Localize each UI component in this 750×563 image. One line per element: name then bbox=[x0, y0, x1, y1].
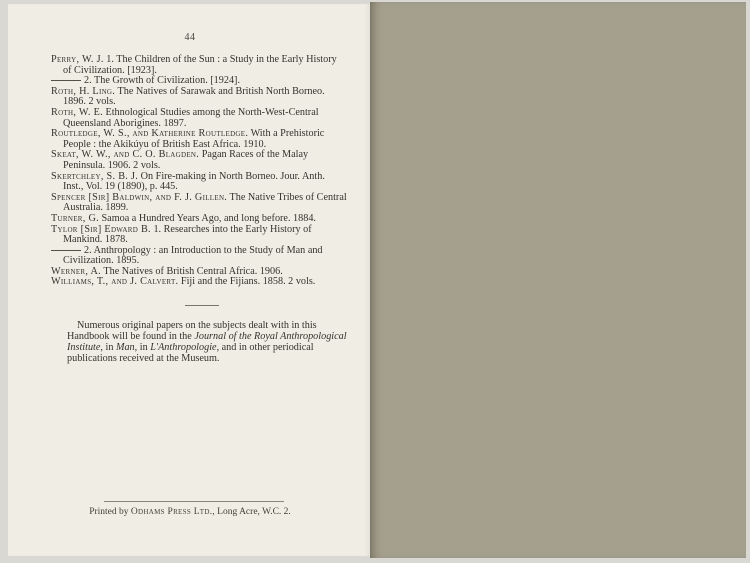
bibliography-entry bbox=[51, 55, 347, 76]
entry-author: Roth, H. Ling. bbox=[51, 85, 116, 97]
note-text-4: , and in other periodical publications received at the Museum. bbox=[67, 341, 314, 364]
bibliography-entry bbox=[51, 277, 347, 288]
printer-name: Odhams Press Ltd. bbox=[130, 507, 213, 517]
entry-text: The Natives of Sarawak and British North Borneo. 1896. 2 vols. bbox=[63, 85, 325, 108]
entry-text: The Native Tribes of Central Australia. 1899. bbox=[63, 191, 347, 214]
entry-text: Fiji and the Fijians. 1858. 2 vols. bbox=[180, 276, 316, 288]
bibliography-entry bbox=[51, 108, 347, 129]
note-man-title: Man bbox=[115, 341, 135, 353]
entry-author: Tylor [Sir] Edward B. bbox=[51, 223, 151, 235]
ditto-dash bbox=[51, 250, 81, 251]
entry-author: Spencer [Sir] Baldwin, and F. J. Gillen. bbox=[51, 191, 228, 203]
entry-text: With a Prehistoric People : the Akikúyu of British East Africa. 1910. bbox=[63, 128, 325, 150]
bibliography-entry bbox=[51, 87, 347, 108]
note-text-2: , in bbox=[100, 341, 116, 353]
bibliography-entry bbox=[51, 193, 347, 214]
entry-text: 2. Anthropology : an Introduction to the Study of Man and Civilization. 1895. bbox=[63, 244, 323, 267]
entry-author: Turner, G. bbox=[51, 212, 99, 224]
printer-address: , Long Acre, W.C. 2. bbox=[212, 507, 291, 517]
right-page-blank-cover bbox=[370, 2, 746, 558]
printed-by-label: Printed by bbox=[89, 507, 129, 517]
note-text-3: , in bbox=[134, 341, 151, 353]
entry-text: Samoa a Hundred Years Ago, and long before. 1884. bbox=[101, 212, 316, 224]
page-number: 44 bbox=[184, 32, 196, 43]
entry-text: Ethnological Studies among the North-West-Central Queensland Aborigines. 1897. bbox=[63, 106, 319, 129]
entry-author: Perry, W. J. bbox=[51, 54, 104, 65]
printer-imprint bbox=[8, 507, 372, 517]
entry-author: Skertchley, S. B. J. bbox=[51, 170, 139, 182]
left-page bbox=[8, 4, 372, 556]
bibliography-entry bbox=[51, 225, 347, 246]
entry-text: 1. The Children of the Sun : a Study in the Early History of Civilization. [1923]. bbox=[63, 54, 337, 76]
note-anthropologie-title: L'Anthropologie bbox=[150, 341, 217, 353]
entry-text: On Fire-making in North Borneo. Jour. Anth. Inst., Vol. 19 (1890), p. 445. bbox=[63, 170, 325, 193]
entry-author: Werner, A. bbox=[51, 265, 101, 277]
footer-rule bbox=[104, 501, 284, 502]
bibliography-entry bbox=[51, 172, 347, 193]
ditto-dash bbox=[51, 80, 81, 81]
bibliography-entry bbox=[51, 129, 347, 150]
entry-text: Pagan Races of the Malay Peninsula. 1906. 2 vols. bbox=[63, 149, 309, 171]
bibliography-entry bbox=[51, 246, 347, 267]
entry-author: Routledge, W. S., and Katherine Routledge. bbox=[51, 128, 249, 140]
entry-text: The Natives of British Central Africa. 1906. bbox=[103, 265, 283, 277]
bibliography-list bbox=[51, 55, 347, 288]
closing-note bbox=[67, 321, 349, 364]
note-journal-title: Journal of the Royal Anthropological Institute bbox=[67, 330, 347, 353]
bibliography-entry bbox=[51, 150, 347, 171]
entry-author: Skeat, W. W., and C. O. Blagden. bbox=[51, 149, 200, 161]
entry-text: 2. The Growth of Civilization. [1924]. bbox=[84, 75, 240, 87]
note-text-1: Numerous original papers on the subjects dealt with in this Handbook will be found in the bbox=[67, 320, 317, 342]
entry-text: 1. Researches into the Early History of Mankind. 1878. bbox=[63, 223, 312, 246]
entry-author: Roth, W. E. bbox=[51, 106, 103, 118]
entry-author: Williams, T., and J. Calvert. bbox=[51, 276, 179, 288]
section-divider bbox=[185, 305, 219, 306]
